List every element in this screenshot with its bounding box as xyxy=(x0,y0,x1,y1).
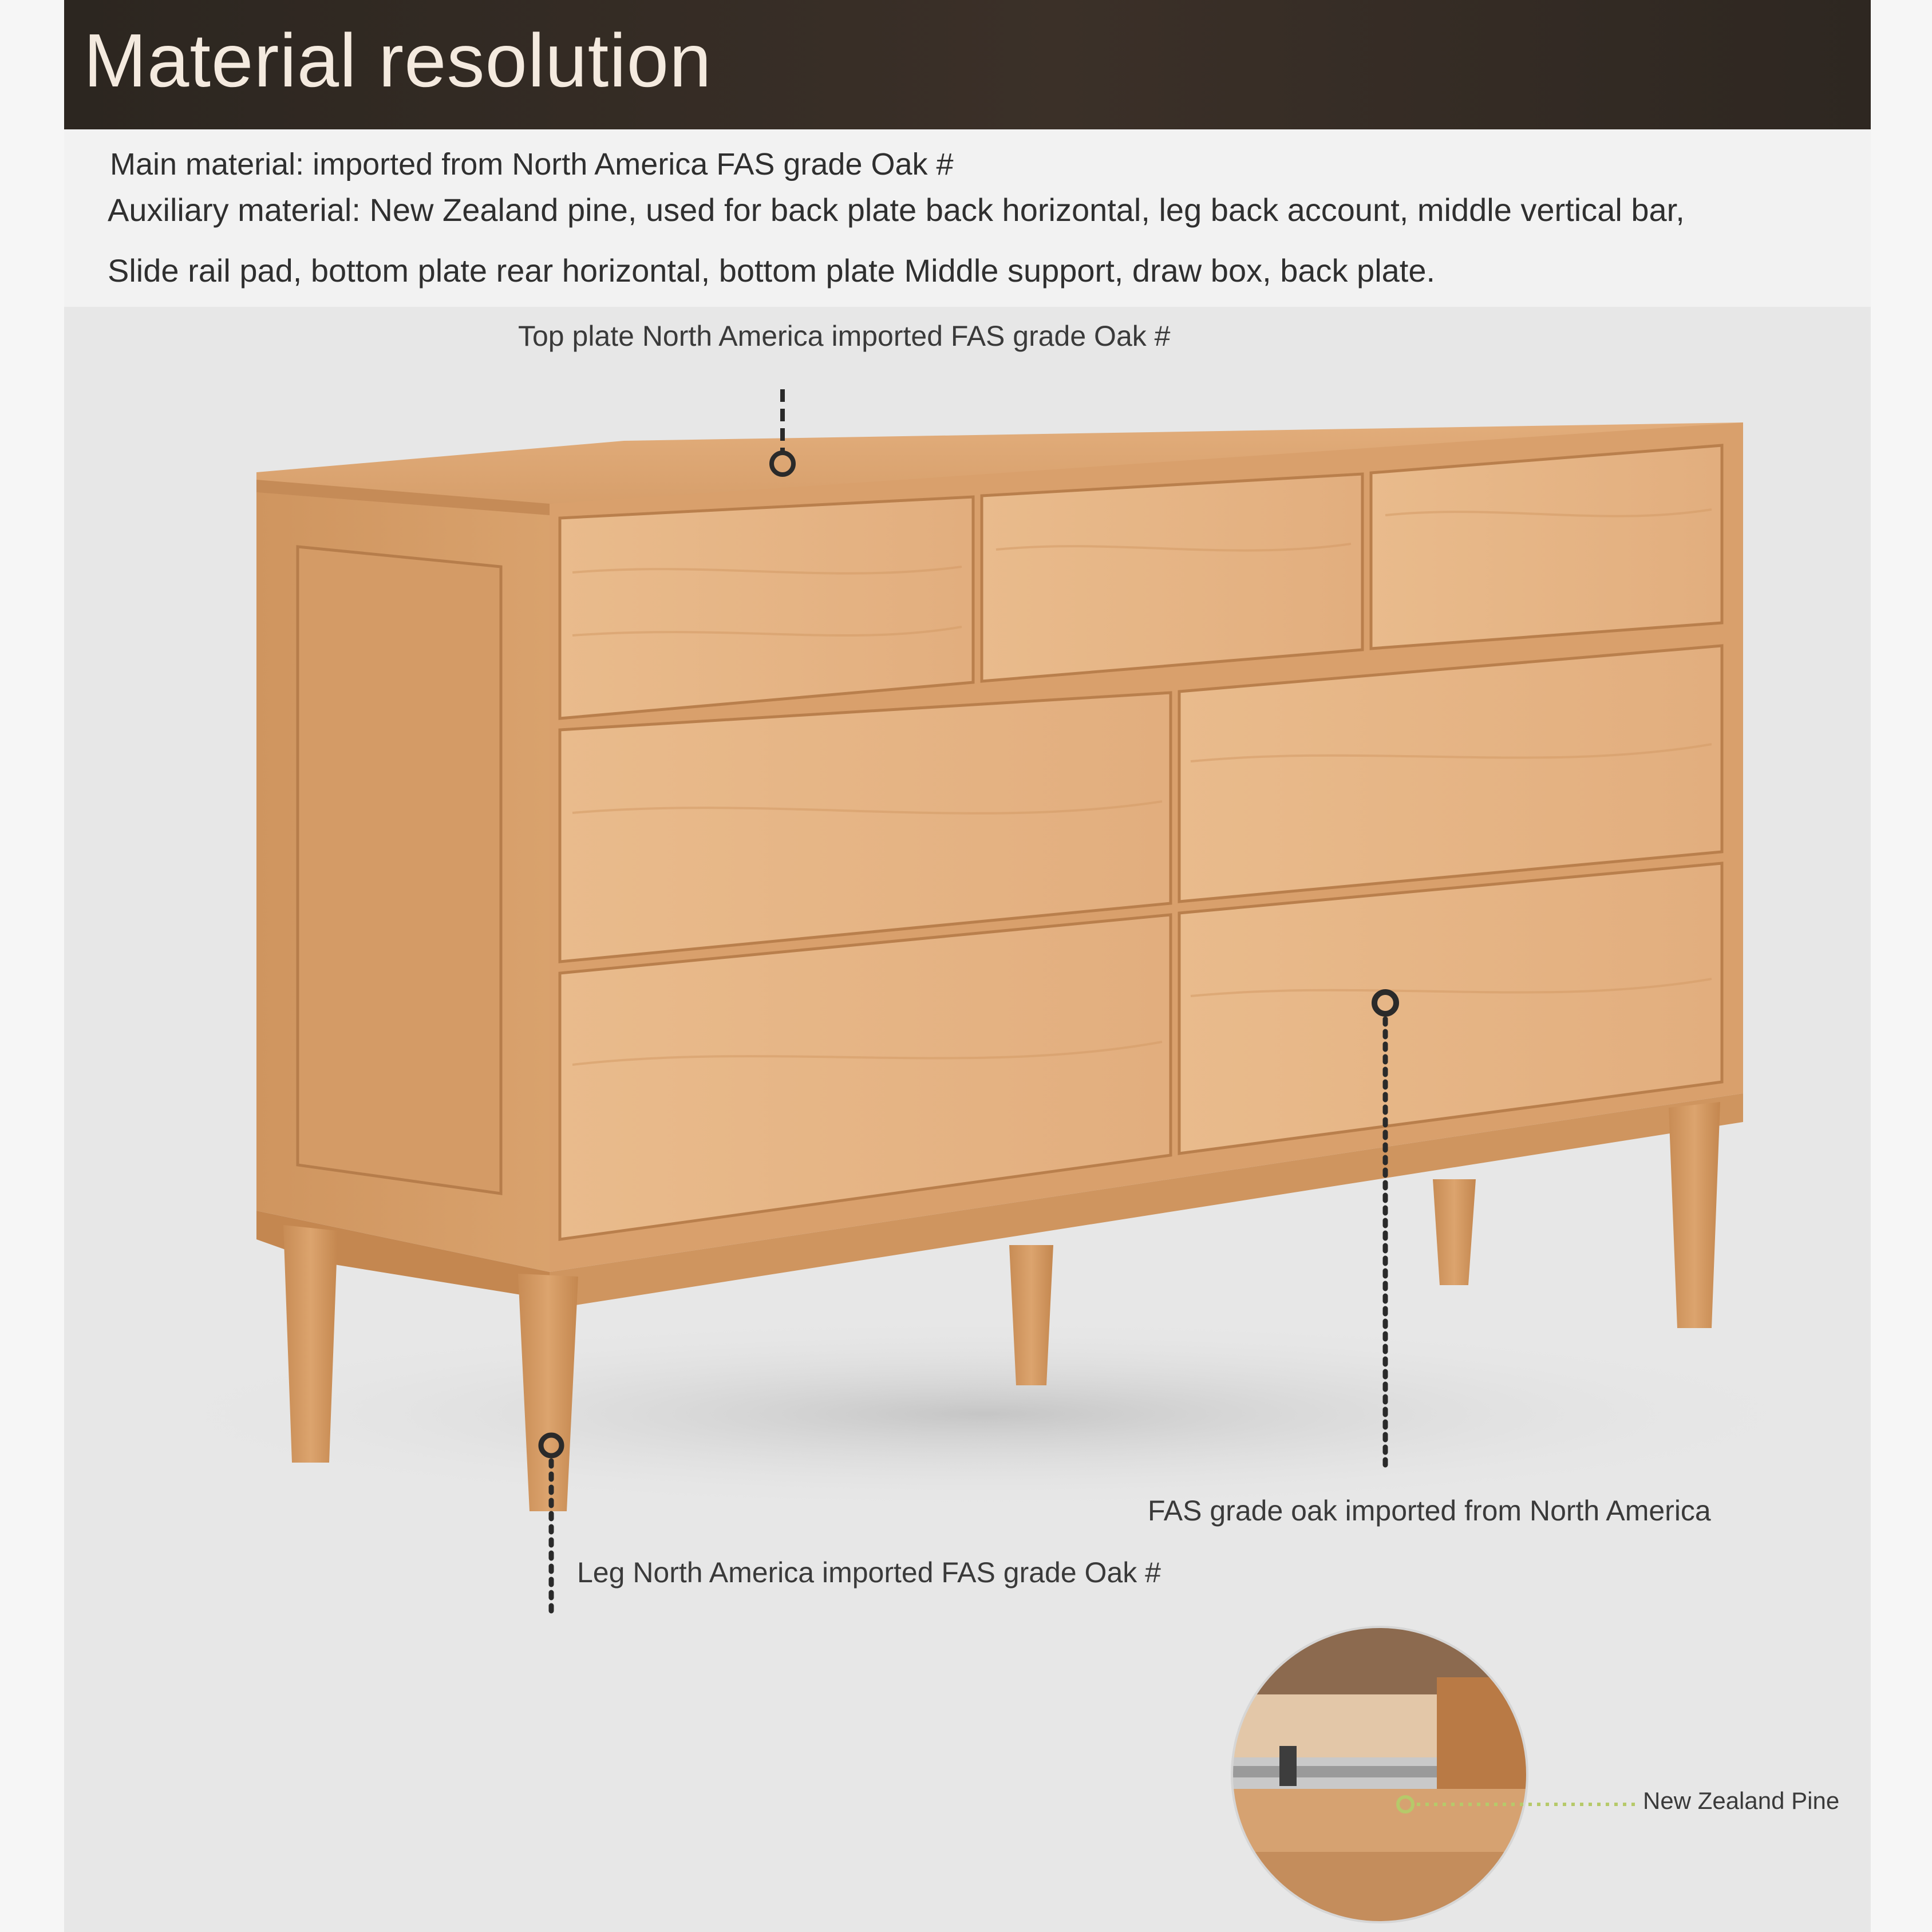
leg-label: Leg North America imported FAS grade Oak # xyxy=(577,1556,1161,1589)
drawer-top-left xyxy=(560,497,973,718)
main-material-text: Main material: imported from North America FAS grade Oak # xyxy=(110,147,954,181)
auxiliary-material-line-1: Auxiliary material: New Zealand pine, used for back plate back horizontal, leg back account, middle vertical bar, xyxy=(108,192,1685,228)
floor-shadow xyxy=(126,1317,1843,1511)
pine-label: New Zealand Pine xyxy=(1643,1787,1840,1814)
front-leg-left xyxy=(283,1225,338,1463)
back-leg-middle xyxy=(1009,1245,1053,1385)
side-inset-panel xyxy=(298,547,501,1194)
page-title: Material resolution xyxy=(84,18,712,102)
auxiliary-material-line-2: Slide rail pad, bottom plate rear horizontal, bottom plate Middle support, draw box, back plate. xyxy=(108,252,1436,289)
back-leg-right xyxy=(1433,1179,1476,1285)
top-plate-label: Top plate North America imported FAS grade Oak # xyxy=(518,320,1171,352)
drawer-front-label: FAS grade oak imported from North America xyxy=(1148,1495,1711,1527)
drawer-top-right xyxy=(1371,445,1722,649)
front-leg-right xyxy=(1669,1102,1720,1328)
drawer-top-middle xyxy=(982,474,1362,681)
